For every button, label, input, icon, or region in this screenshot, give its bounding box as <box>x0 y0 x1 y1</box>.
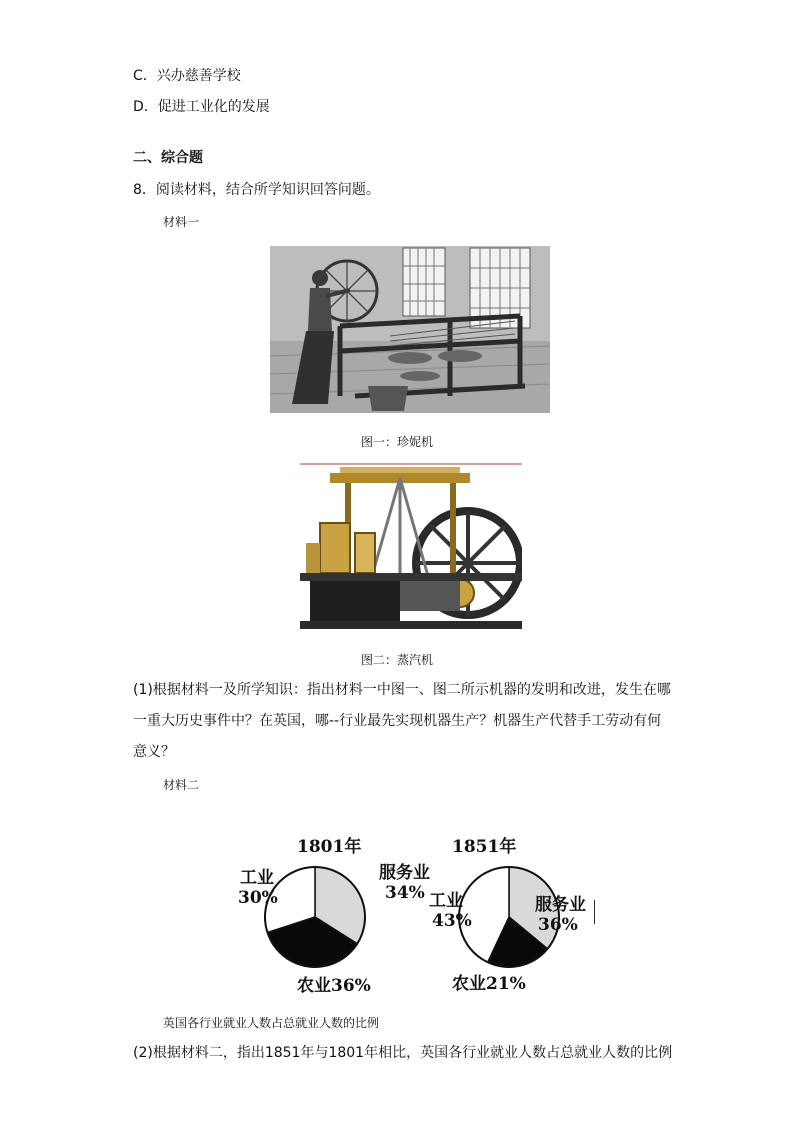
q1-line-1: (1)根据材料一及所学知识：指出材料一中图一、图二所示机器的发明和改进，发生在哪 <box>133 682 671 698</box>
pie-1801-title: 1801年 <box>297 837 362 857</box>
figure-2-caption: 图二：蒸汽机 <box>360 653 433 667</box>
question-8: 8．阅读材料，结合所学知识回答问题。 <box>133 182 380 198</box>
option-c: C．兴办慈善学校 <box>133 68 241 84</box>
border-mark <box>594 900 595 924</box>
pie-1801-agriculture-label: 农业36% <box>297 976 371 996</box>
material-1-label: 材料一 <box>163 215 200 229</box>
pie-1851-services-value: 36% <box>538 915 578 935</box>
spinning-jenny-drawing <box>270 246 550 413</box>
q1-line-3: 意义？ <box>133 744 175 760</box>
q1-line-2: 一重大历史事件中？在英国，哪--行业最先实现机器生产？机器生产代替手工劳动有何 <box>133 713 662 729</box>
material-2-label: 材料二 <box>163 778 200 792</box>
pie-1801-services-value: 34% <box>385 883 425 903</box>
q2-line-1: (2)根据材料二，指出1851年与1801年相比，英国各行业就业人数占总就业人数的比例 <box>133 1045 673 1061</box>
steam-engine-image <box>300 463 522 633</box>
pie-1801-services-label: 服务业 <box>379 863 430 883</box>
pie-1851-industry-label: 工业 <box>429 891 463 911</box>
spinning-jenny-image <box>270 246 550 413</box>
option-d: D．促进工业化的发展 <box>133 99 270 115</box>
pie-1801-industry-value: 30% <box>238 888 278 908</box>
pie-1851-services-label: 服务业 <box>535 895 586 915</box>
steam-engine-drawing <box>300 463 522 633</box>
chart-caption: 英国各行业就业人数占总就业人数的比例 <box>163 1016 380 1030</box>
figure-1-caption: 图一：珍妮机 <box>360 435 433 449</box>
section-title: 二、综合题 <box>133 150 203 166</box>
pie-1851-agriculture-label: 农业21% <box>452 974 526 994</box>
pie-1851-title: 1851年 <box>452 837 517 857</box>
pie-1801-industry-label: 工业 <box>240 868 274 888</box>
pie-1851-industry-value: 43% <box>432 911 472 931</box>
